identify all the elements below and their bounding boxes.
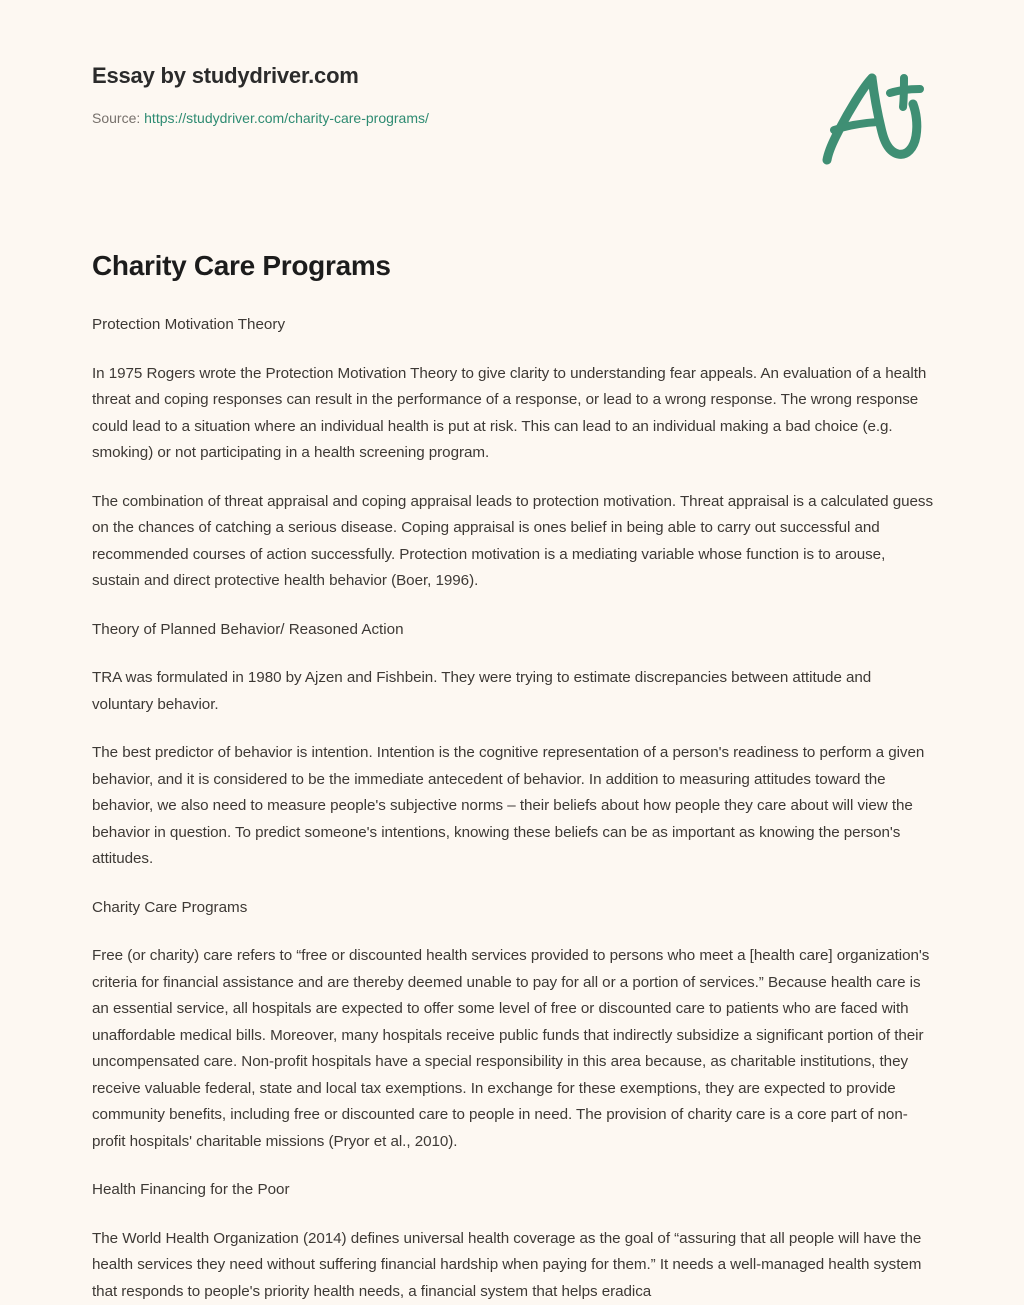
body-paragraph: TRA was formulated in 1980 by Ajzen and Fishbein. They were trying to estimate discrepancies between attitude and voluntary behavior. bbox=[92, 665, 934, 718]
document-content bbox=[92, 248, 934, 1305]
header-text-group bbox=[92, 62, 732, 128]
section-subheading: Health Financing for the Poor bbox=[92, 1177, 934, 1204]
body-paragraph: Free (or charity) care refers to “free or discounted health services provided to persons who meet a [health care] organization's criteria for financial assistance and are thereby deemed unable to pay for all or a portion of services.” Because health care is an essential service, all hospitals are expected to offer some level of free or discounted care to patients who are faced with unaffordable medical bills. Moreover, many hospitals receive public funds that indirectly subsidize a significant portion of their uncompensated care. Non-profit hospitals have a special responsibility in this area because, as charitable institutions, they receive valuable federal, state and local tax exemptions. In exchange for these exemptions, they are expected to provide community benefits, including free or discounted care to people in need. The provision of charity care is a core part of non-profit hospitals' charitable missions (Pryor et al., 2010). bbox=[92, 943, 934, 1155]
source-url-link[interactable]: https://studydriver.com/charity-care-programs/ bbox=[144, 110, 429, 126]
document-body bbox=[92, 312, 934, 1305]
a-plus-logo-icon bbox=[812, 68, 936, 168]
source-line bbox=[92, 90, 732, 128]
body-paragraph: The World Health Organization (2014) defines universal health coverage as the goal of “assuring that all people will have the health services they need without suffering financial hardship when paying for them.” It needs a well-managed health system that responds to people's priority health needs, a financial system that helps eradica bbox=[92, 1226, 934, 1305]
section-subheading: Theory of Planned Behavior/ Reasoned Action bbox=[92, 617, 934, 644]
body-paragraph: The best predictor of behavior is intention. Intention is the cognitive representation of a person's readiness to perform a given behavior, and it is considered to be the immediate antecedent of behavior. In addition to measuring attitudes toward the behavior, we also need to measure people's subjective norms – their beliefs about how people they care about will view the behavior in question. To predict someone's intentions, knowing these beliefs can be as important as knowing the person's attitudes. bbox=[92, 740, 934, 873]
page-title: Charity Care Programs bbox=[92, 248, 934, 284]
page-header bbox=[0, 0, 1024, 200]
section-subheading: Charity Care Programs bbox=[92, 895, 934, 922]
essay-byline: Essay by studydriver.com bbox=[92, 62, 732, 90]
source-label: Source: bbox=[92, 110, 144, 126]
body-paragraph: In 1975 Rogers wrote the Protection Motivation Theory to give clarity to understanding fear appeals. An evaluation of a health threat and coping responses can result in the performance of a response, or lead to a wrong response. The wrong response could lead to a situation where an individual health is put at risk. This can lead to an individual making a bad choice (e.g. smoking) or not participating in a health screening program. bbox=[92, 361, 934, 467]
a-plus-logo[interactable] bbox=[812, 68, 936, 168]
section-subheading: Protection Motivation Theory bbox=[92, 312, 934, 339]
body-paragraph: The combination of threat appraisal and coping appraisal leads to protection motivation. Threat appraisal is a calculated guess on the chances of catching a serious disease. Coping appraisal is ones belief in being able to carry out successful and recommended courses of action successfully. Protection motivation is a mediating variable whose function is to arouse, sustain and direct protective health behavior (Boer, 1996). bbox=[92, 489, 934, 595]
